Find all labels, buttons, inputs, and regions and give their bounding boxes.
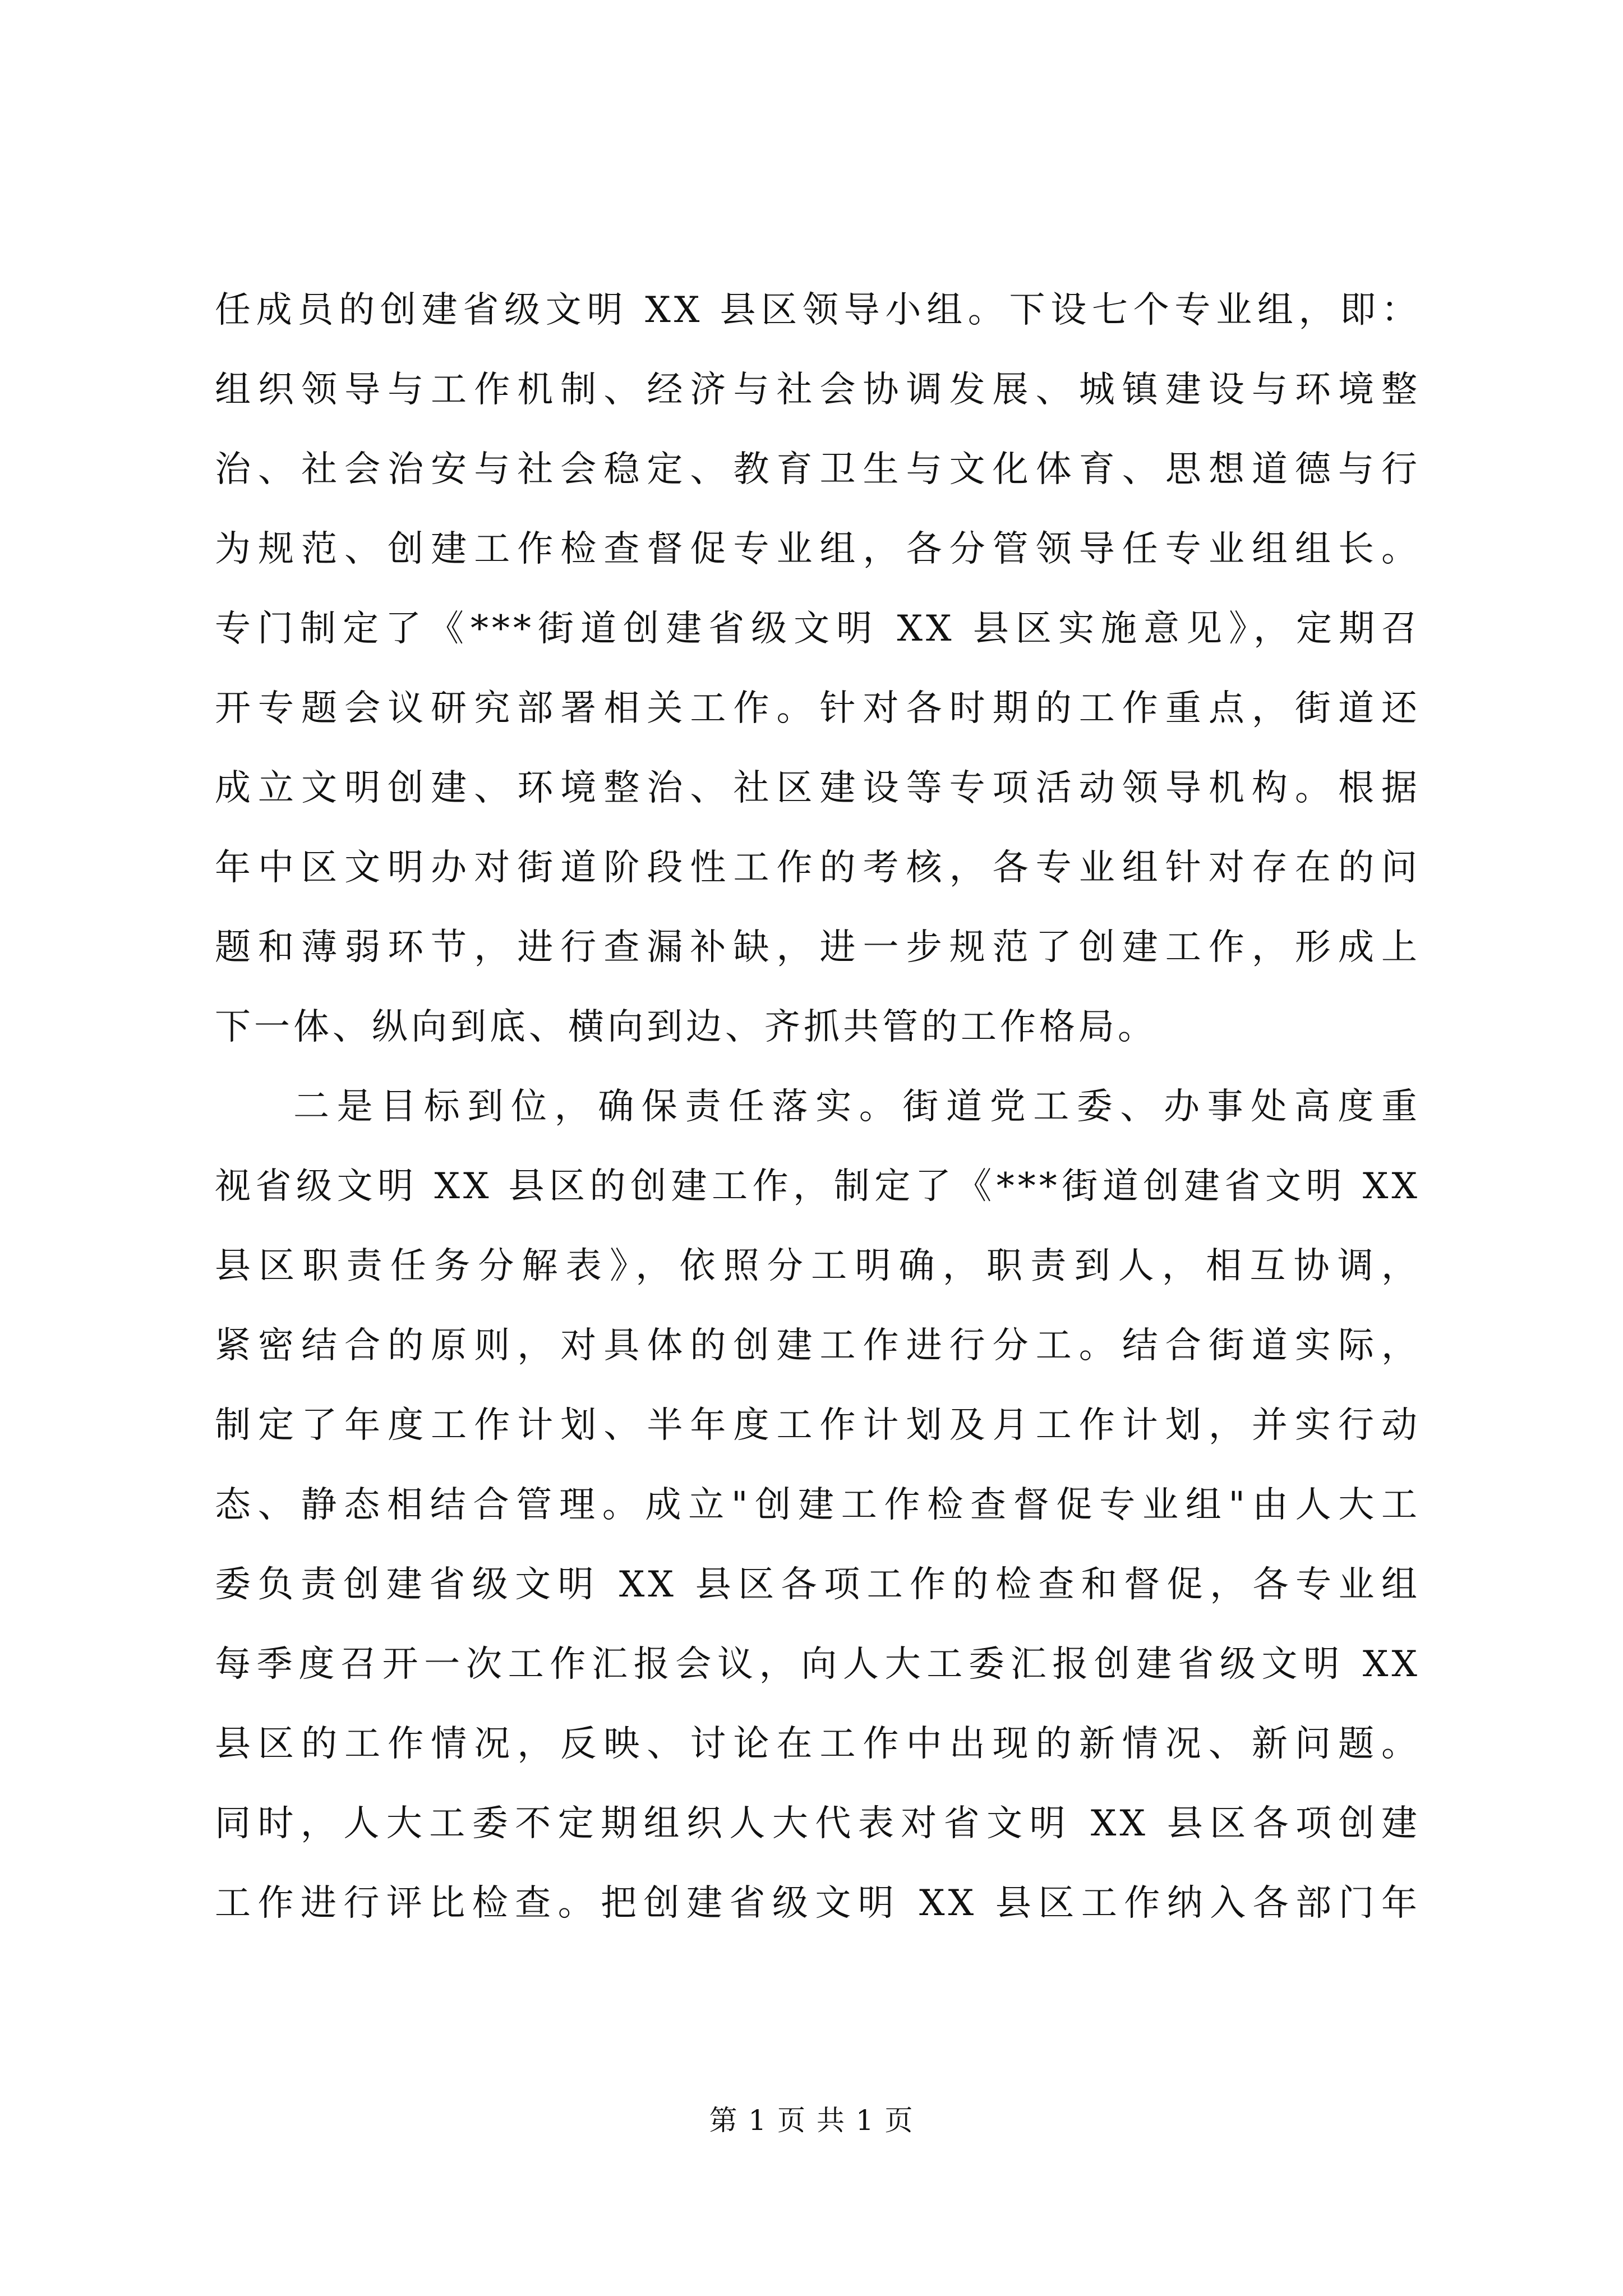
text-line: 任成员的创建省级文明 XX 县区领导小组。下设七个专业组，即： bbox=[215, 289, 1421, 331]
text-line: 每季度召开一次工作汇报会议，向人大工委汇报创建省级文明 XX bbox=[215, 1644, 1421, 1685]
text-line: 视省级文明 XX 县区的创建工作，制定了《***街道创建省文明 XX bbox=[215, 1166, 1421, 1207]
text-line: 同时，人大工委不定期组织人大代表对省文明 XX 县区各项创建 bbox=[215, 1803, 1421, 1844]
text-line: 题和薄弱环节，进行查漏补缺，进一步规范了创建工作，形成上 bbox=[215, 927, 1421, 968]
text-line: 县区职责任务分解表》，依照分工明确，职责到人，相互协调， bbox=[215, 1245, 1421, 1287]
text-line: 开专题会议研究部署相关工作。针对各时期的工作重点，街道还 bbox=[215, 688, 1421, 729]
text-line: 组织领导与工作机制、经济与社会协调发展、城镇建设与环境整 bbox=[215, 369, 1421, 411]
paragraph-first-line: 二是目标到位，确保责任落实。街道党工委、办事处高度重 bbox=[293, 1086, 1421, 1128]
page-number-footer: 第 1 页 共 1 页 bbox=[709, 2104, 914, 2137]
text-line: 委负责创建省级文明 XX 县区各项工作的检查和督促，各专业组 bbox=[215, 1564, 1421, 1605]
text-line: 态、静态相结合管理。成立"创建工作检查督促专业组"由人大工 bbox=[215, 1484, 1421, 1526]
text-line: 县区的工作情况，反映、讨论在工作中出现的新情况、新问题。 bbox=[215, 1723, 1421, 1765]
text-line: 紧密结合的原则，对具体的创建工作进行分工。结合街道实际， bbox=[215, 1325, 1421, 1366]
text-line: 工作进行评比检查。把创建省级文明 XX 县区工作纳入各部门年 bbox=[215, 1883, 1421, 1924]
text-line: 年中区文明办对街道阶段性工作的考核，各专业组针对存在的问 bbox=[215, 847, 1421, 889]
text-line: 制定了年度工作计划、半年度工作计划及月工作计划，并实行动 bbox=[215, 1405, 1421, 1446]
text-line: 治、社会治安与社会稳定、教育卫生与文化体育、思想道德与行 bbox=[215, 449, 1421, 490]
text-line: 为规范、创建工作检查督促专业组，各分管领导任专业组组长。 bbox=[215, 528, 1421, 570]
document-body bbox=[215, 270, 1421, 1943]
text-line: 成立文明创建、环境整治、社区建设等专项活动领导机构。根据 bbox=[215, 767, 1421, 809]
paragraph-end-line: 下一体、纵向到底、横向到边、齐抓共管的工作格局。 bbox=[215, 1006, 1157, 1048]
text-line: 专门制定了《***街道创建省级文明 XX 县区实施意见》，定期召 bbox=[215, 608, 1421, 650]
